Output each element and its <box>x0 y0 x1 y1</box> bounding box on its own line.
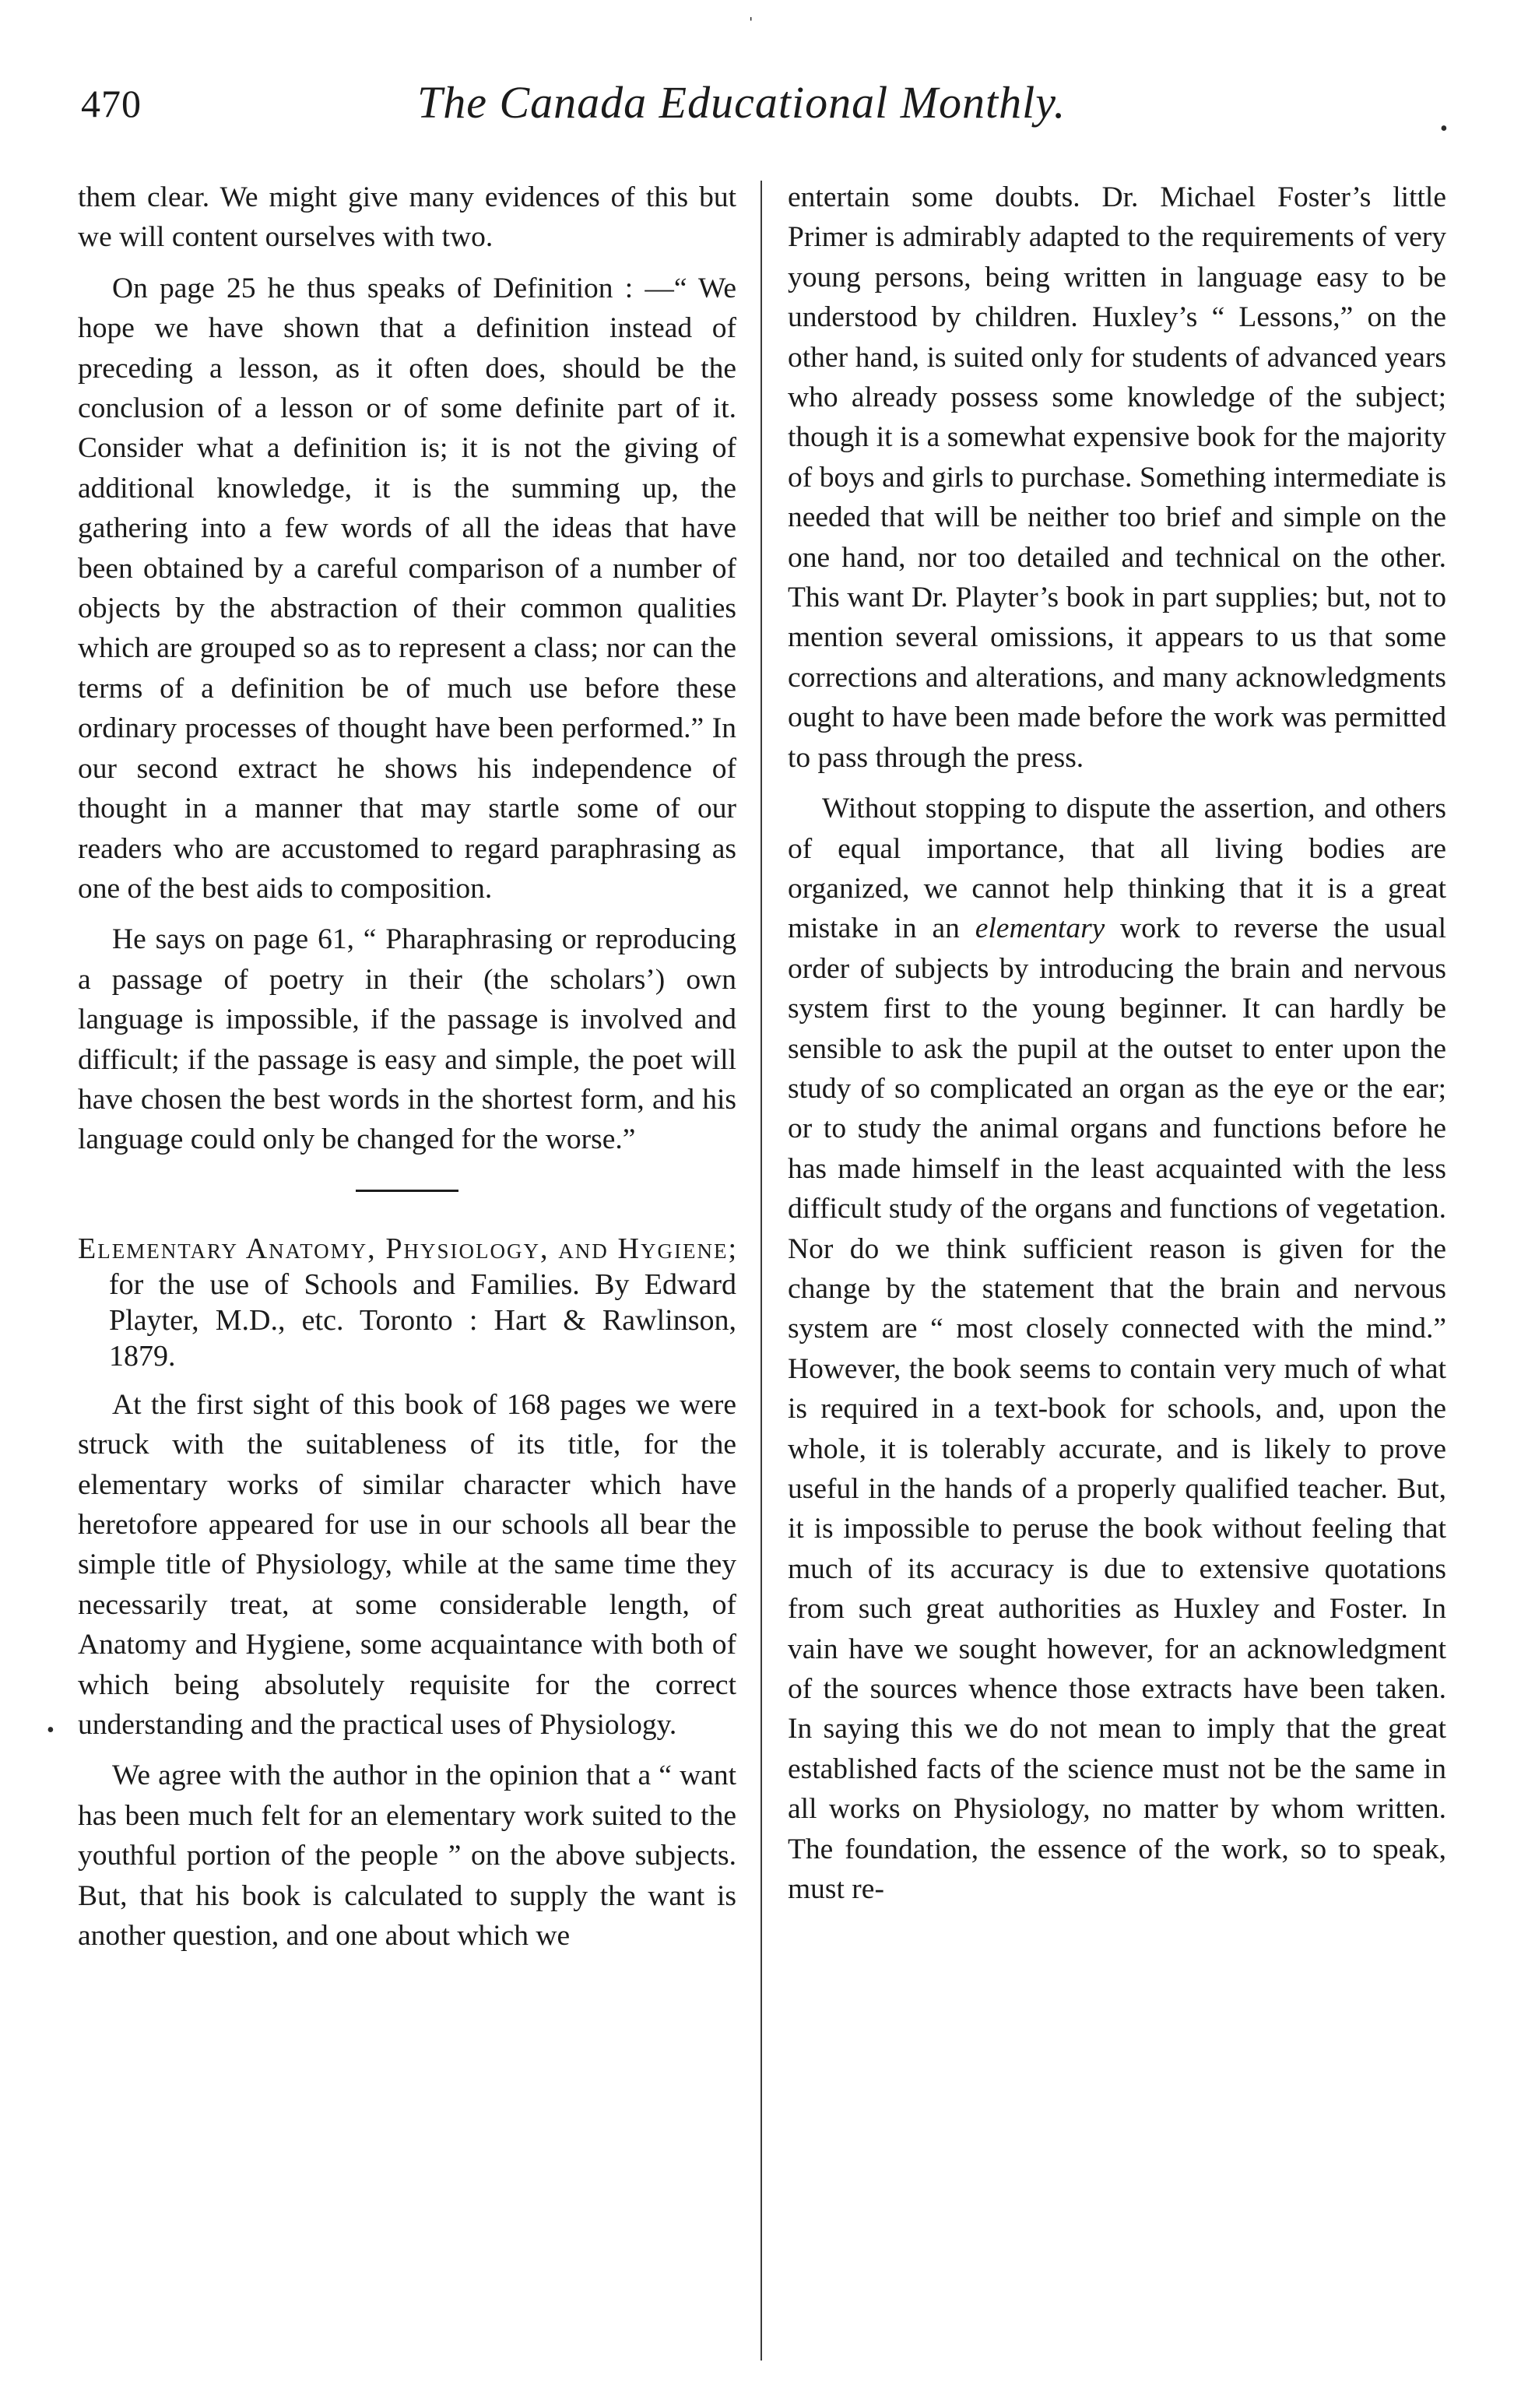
text-run: Without stopping to dispute the assertion, and others of equal importance, that all living bodies are organized, we cannot help thinking that it is a great mistake in an <box>788 793 1446 945</box>
stray-mark: • <box>1440 117 1448 141</box>
paragraph: At the first sight of this book of 168 pages we were struck with the suitableness of its title, for the elementary works of similar character which have heretofore appeared for use in our schools all bear the simple title of Physiology, while at the same time they necessarily treat, at some considerable length, of Anatomy and Hygiene, some acquaintance with both of which being absolutely requisite for the correct understanding and the practical uses of Physiology. <box>78 1388 736 1741</box>
stray-mark: ˈ <box>747 14 755 38</box>
review-details: ; for the use of Schools and Families. By Edward Playter, M.D., etc. Toronto : Hart & Rawlinson, 1879. <box>109 1232 736 1373</box>
emphasis: elementary <box>975 912 1105 945</box>
section-divider <box>356 1190 458 1192</box>
right-column <box>788 178 1446 1909</box>
page-header <box>0 0 1521 140</box>
left-column <box>78 178 736 1956</box>
column-divider <box>760 181 762 2361</box>
review-heading <box>78 1231 736 1374</box>
paragraph: On page 25 he thus speaks of Definition : —“ We hope we have shown that a definition instead of preceding a lesson, as it often does, should be the conclusion of a lesson or of some definite part of it. Consider what a definition is; it is not the giving of additional knowledge, it is the summing up, the gathering into a few words of all the ideas that have been obtained by a careful comparison of a number of objects by the abstraction of their common qualities which are grouped so as to represent a class; nor can the terms of a definition be of much use before these ordinary processes of thought have been performed.” In our second extract he shows his independence of thought in a manner that may startle some of our readers who are accustomed to regard paraphrasing as one of the best aids to composition. <box>78 272 736 905</box>
review-title: Elementary Anatomy, Physiology, and Hygiene <box>78 1232 729 1265</box>
stray-mark: • <box>47 1718 54 1742</box>
paragraph: them clear. We might give many evidences of this but we will content ourselves with two. <box>78 181 736 254</box>
page-number: 470 <box>81 82 142 125</box>
paragraph: entertain some doubts. Dr. Michael Foster’s little Primer is admirably adapted to the requirements of very young persons, being written in language easy to be understood by children. Huxley’s “ Lessons,” on the other hand, is suited only for students of advanced years who already possess some knowledge of the subject; though it is a somewhat expensive book for the majority of boys and girls to purchase. Something intermediate is needed that will be neither too brief and simple on the one hand, nor too detailed and technical on the other. This want Dr. Playter’s book in part supplies; but, not to mention several omissions, it appears to us that some corrections and alterations, and many acknowledgments ought to have been made before the work was permitted to pass through the press. <box>788 181 1446 774</box>
text-run: work to reverse the usual order of subjects by introducing the brain and nervous system first to the young beginner. It can hardly be sensible to ask the pupil at the outset to enter upon the study of so complicated an organ as the eye or the ear; or to study the animal organs and functions before he has made himself in the least acquainted with the less difficult study of the organs and functions of vegetation. Nor do we think sufficient reason is given for the change by the statement that the brain and nervous system are “ most closely connected with the mind.” However, the book seems to contain very much of what is required in a text-book for schools, and, upon the whole, it is tolerably accurate, and is likely to prove useful in the hands of a properly qualified teacher. But, it is impossible to peruse the book without feeling that much of its accuracy is due to extensive quotations from such great authorities as Huxley and Foster. In vain have we sought however, for an acknowledgment of the sources whence those extracts have been taken. In saying this we do not mean to imply that the great established facts of the science must not be the same in all works on Physiology, no matter by whom written. The foundation, the essence of the work, so to speak, must re- <box>788 912 1446 1906</box>
paragraph: We agree with the author in the opinion that a “ want has been much felt for an elementary work suited to the youthful portion of the people ” on the above subjects. But, that his book is calculated to supply the want is another question, and one about which we <box>78 1759 736 1953</box>
running-title: The Canada Educational Monthly. <box>417 77 1066 128</box>
paragraph: He says on page 61, “ Pharaphrasing or reproducing a passage of poetry in their (the scholars’) own language is impossible, if the passage is involved and difficult; if the passage is easy and simple, the poet will have chosen the best words in the shortest form, and his language could only be changed for the worse.” <box>78 923 736 1156</box>
paragraph <box>788 789 1446 1909</box>
